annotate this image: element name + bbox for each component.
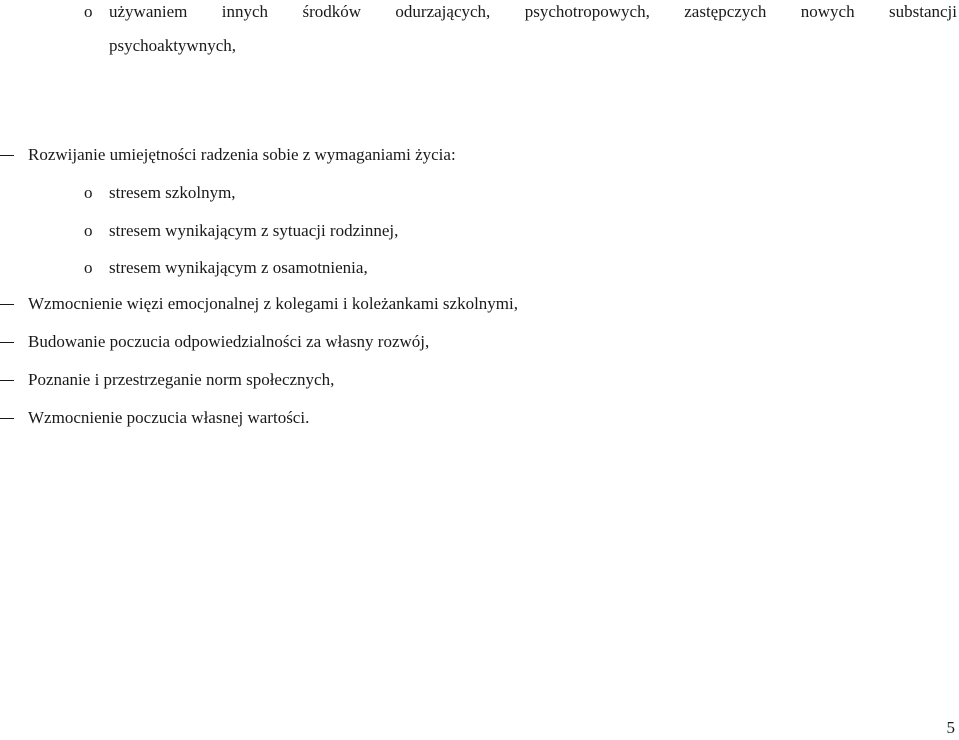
list-item: Wzmocnienie poczucia własnej wartości. [28, 408, 310, 427]
word: psychotropowych, [524, 2, 650, 21]
sub-list-item: stresem wynikającym z sytuacji rodzinnej, [109, 221, 399, 240]
list-marker-circle: o [84, 221, 93, 240]
sub-list-item: stresem szkolnym, [109, 183, 236, 202]
dash-bullet-icon [0, 380, 14, 381]
word: odurzających, [395, 2, 491, 21]
word: używaniem [109, 2, 188, 21]
section-heading: Rozwijanie umiejętności radzenia sobie z wymaganiami życia: [28, 145, 456, 164]
list-item: Poznanie i przestrzeganie norm społecznych, [28, 370, 335, 389]
list-marker-circle: o [84, 258, 93, 277]
list-item: Budowanie poczucia odpowiedzialności za własny rozwój, [28, 332, 430, 351]
list-item-continuation: psychoaktywnych, [109, 36, 237, 55]
word: substancji [889, 2, 957, 21]
list-item-first-line [109, 2, 957, 22]
list-marker-circle: o [84, 2, 93, 21]
word: zastępczych [684, 2, 767, 21]
dash-bullet-icon [0, 342, 14, 343]
list-item: Wzmocnienie więzi emocjonalnej z kolegami i koleżankami szkolnymi, [28, 294, 518, 313]
page-number: 5 [946, 718, 955, 737]
dash-bullet-icon [0, 304, 14, 305]
word: nowych [800, 2, 855, 21]
dash-bullet-icon [0, 155, 14, 156]
list-marker-circle: o [84, 183, 93, 202]
dash-bullet-icon [0, 418, 14, 419]
word: środków [302, 2, 362, 21]
sub-list-item: stresem wynikającym z osamotnienia, [109, 258, 368, 277]
word: innych [221, 2, 269, 21]
